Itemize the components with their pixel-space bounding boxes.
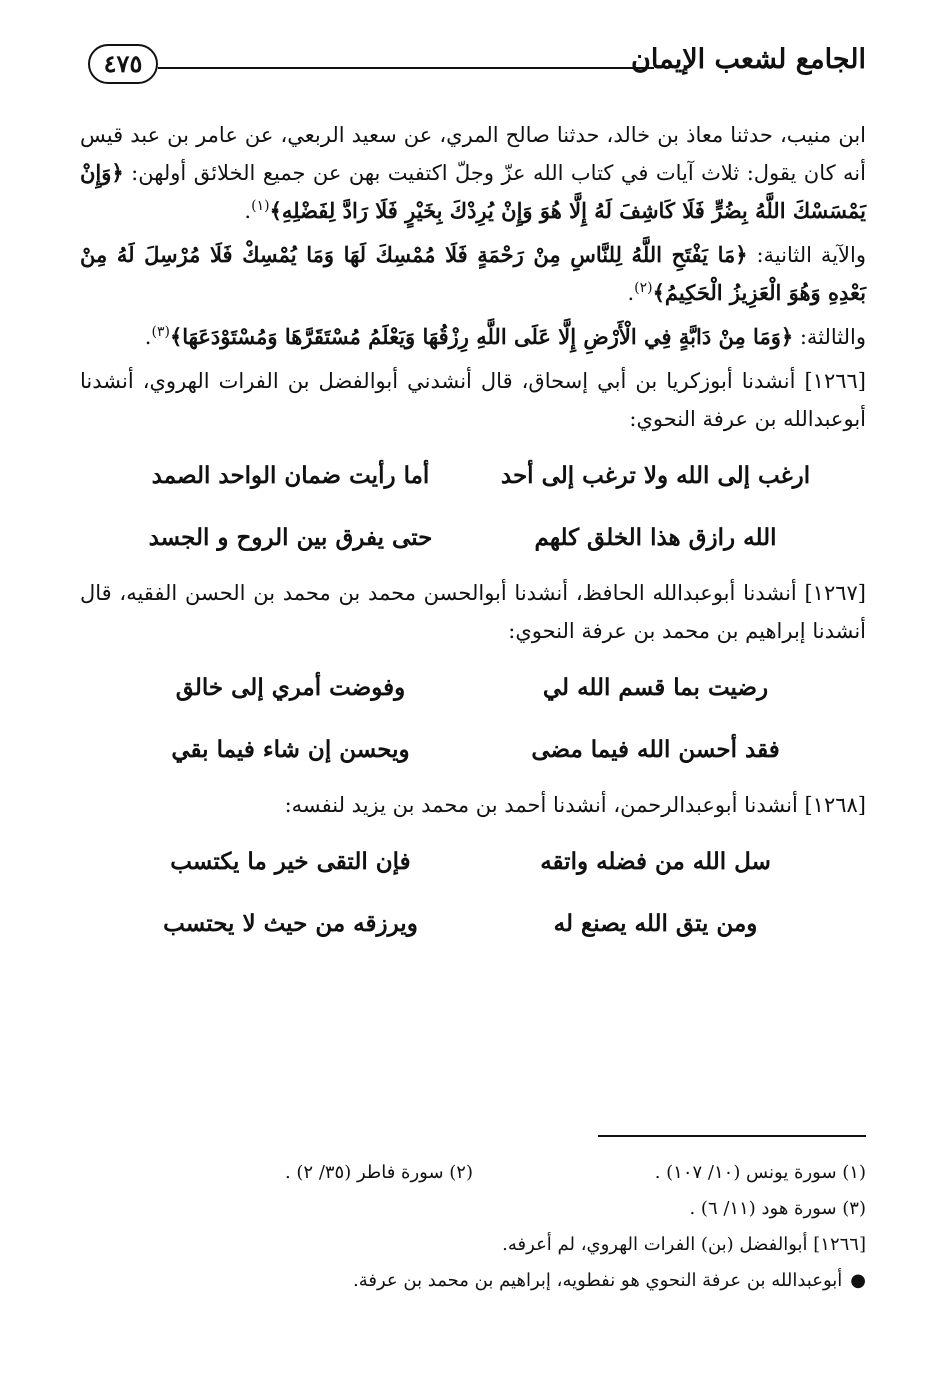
paragraph-text: والثالثة: [793, 325, 866, 349]
paragraph-third-verse [80, 318, 866, 356]
footnote-2: (٢) سورة فاطر (٣٥/ ٢) . [284, 1162, 473, 1183]
verse-first-half: ومن يتق الله يصنع له [553, 909, 758, 937]
footnote-row [80, 1227, 866, 1263]
page-header [88, 38, 866, 94]
paragraph-second-verse [80, 236, 866, 312]
end-dot: . [627, 281, 635, 305]
running-title: الجامع لشعب الإيمان [631, 44, 866, 75]
narration-1268: [١٢٦٨] أنشدنا أبوعبدالرحمن، أنشدنا أحمد بن محمد بن يزيد لنفسه: [284, 793, 866, 817]
verse-second-half: حتى يفرق بين الروح و الجسد [148, 523, 433, 551]
poem-verse [122, 718, 824, 780]
paragraph-text: والآية الثانية: [747, 243, 866, 267]
verse-second-half: وفوضت أمري إلى خالق [175, 673, 406, 701]
poem-verse [122, 444, 824, 506]
footnote-ref: (١) [251, 198, 270, 214]
verse-first-half: الله رازق هذا الخلق كلهم [534, 523, 777, 551]
header-rule [158, 67, 654, 69]
footnote-lines [80, 1155, 866, 1299]
paragraph-opening [80, 116, 866, 230]
footnote-1266: [١٢٦٦] أبوالفضل (بن) الفرات الهروي، لم أعرفه. [502, 1234, 866, 1255]
quran-verse: ﴿وَمَا مِنْ دَابَّةٍ فِي الْأَرْضِ إِلَّا عَلَى اللَّهِ رِزْقُهَا وَيَعْلَمُ مُسْتَقَرَّهَا وَمُسْتَوْدَعَهَا﴾ [169, 324, 794, 349]
footnote-3: (٣) سورة هود (١١/ ٦) . [689, 1198, 866, 1219]
verse-second-half: ويرزقه من حيث لا يحتسب [163, 909, 418, 937]
footnote-rule [598, 1135, 866, 1137]
footnote-1: (١) سورة يونس (١٠/ ١٠٧) . [654, 1162, 866, 1183]
quran-verse: ﴿وَإِنْ يَمْسَسْكَ اللَّهُ بِضُرٍّ فَلَا كَاشِفَ لَهُ إِلَّا هُوَ وَإِنْ يُرِدْكَ بِخَيْرٍ فَلَا رَادَّ لِفَضْلِهِ﴾ [80, 160, 866, 223]
verse-first-half: ارغب إلى الله ولا ترغب إلى أحد [500, 461, 811, 489]
poem-1266 [122, 444, 824, 568]
verse-second-half: أما رأيت ضمان الواحد الصمد [151, 461, 430, 489]
main-text [80, 116, 866, 960]
paragraph-text: ابن منيب، حدثنا معاذ بن خالد، حدثنا صالح المري، عن سعيد الربعي، عن عامر بن عبد قيس أنه كان يقول: ثلاث آيات في كتاب الله عزّ وجلّ اكتفيت بهن عن جميع الخلائق أولهن: [80, 123, 866, 185]
page-number: ٤٧٥ [88, 44, 158, 84]
footnote-row [80, 1263, 866, 1299]
narration-1266: [١٢٦٦] أنشدنا أبوزكريا بن أبي إسحاق، قال أنشدني أبوالفضل بن الفرات الهروي، أنشدنا أبوعبدالله بن عرفة النحوي: [80, 369, 866, 431]
verse-first-half: سل الله من فضله واتقه [540, 847, 771, 875]
footnote-row [80, 1191, 866, 1227]
bullet-icon: ● [850, 1270, 866, 1291]
verse-first-half: رضيت بما قسم الله لي [542, 673, 769, 701]
poem-verse [122, 656, 824, 718]
verse-second-half: فإن التقى خير ما يكتسب [170, 847, 411, 875]
quran-verse: ﴿مَا يَفْتَحِ اللَّهُ لِلنَّاسِ مِنْ رَحْمَةٍ فَلَا مُمْسِكَ لَهَا وَمَا يُمْسِكْ فَلَا مُرْسِلَ لَهُ مِنْ بَعْدِهِ وَهُوَ الْعَزِيزُ الْحَكِيمُ﴾ [80, 242, 866, 305]
verse-second-half: ويحسن إن شاء فيما بقي [171, 735, 410, 763]
poem-1267 [122, 656, 824, 780]
poem-1268 [122, 830, 824, 954]
end-dot: . [244, 199, 252, 223]
footnote-note: أبوعبدالله بن عرفة النحوي هو نفطويه، إبراهيم بن محمد بن عرفة. [353, 1270, 843, 1291]
poem-verse [122, 506, 824, 568]
verse-first-half: فقد أحسن الله فيما مضى [531, 735, 780, 763]
poem-verse [122, 830, 824, 892]
narration-1267: [١٢٦٧] أنشدنا أبوعبدالله الحافظ، أنشدنا أبوالحسن محمد بن محمد بن الحسن الفقيه، قال أنشدنا إبراهيم بن محمد بن عرفة النحوي: [80, 581, 866, 643]
footnote-ref: (٣) [151, 324, 170, 340]
poem-verse [122, 892, 824, 954]
footnote-row [80, 1155, 866, 1191]
end-dot: . [144, 325, 152, 349]
footnote-ref: (٢) [634, 280, 653, 296]
